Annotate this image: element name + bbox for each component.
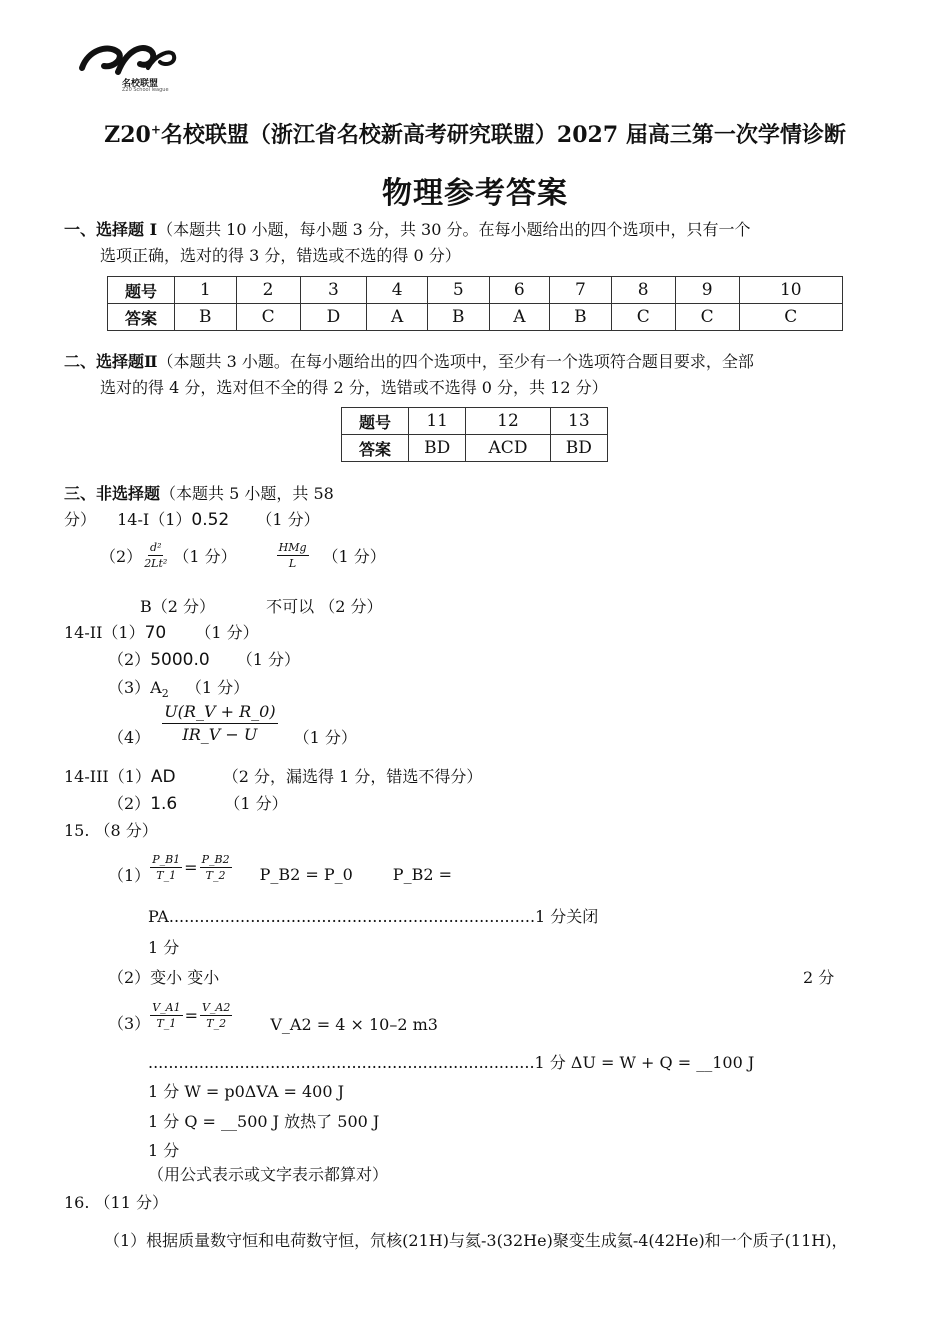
table-row xyxy=(342,435,608,462)
q14-2-part1 xyxy=(64,620,259,643)
section2-line1 xyxy=(64,349,754,375)
table-cell: C xyxy=(739,304,842,331)
section3-line1 xyxy=(64,481,334,507)
table-cell: 2 xyxy=(236,277,300,304)
q15-eq3: V_A2 = 4 × 10–2 m3 xyxy=(270,1015,438,1034)
fraction-numerator: P_B2 xyxy=(201,853,230,866)
q14-1-part2 xyxy=(100,540,386,571)
fraction-pb1-t1 xyxy=(150,852,182,883)
q14-2-score3: （1 分） xyxy=(185,678,250,697)
table-cell: BD xyxy=(409,435,466,462)
fraction-denominator: T_2 xyxy=(205,869,226,882)
title-sup: + xyxy=(150,122,161,137)
q15-eq1: P_B2 = P_0 xyxy=(259,865,353,884)
q14-3-score1: （2 分，漏选得 1 分，错选不得分） xyxy=(222,767,483,786)
q15-line-q: 1 分 Q = __500 J 放热了 500 J xyxy=(148,1112,380,1131)
table-cell: C xyxy=(611,304,675,331)
q14-1-score3: （1 分） xyxy=(322,547,386,566)
fraction-hmg-l xyxy=(277,540,309,571)
q14-2-answer1: 70 xyxy=(144,623,167,643)
q15-part2-score: 2 分 xyxy=(803,968,835,987)
table-cell: 7 xyxy=(550,277,612,304)
section2-answer-table xyxy=(341,407,608,462)
section2-desc2: 选对的得 4 分，选对但不全的得 2 分，选错或不选得 0 分，共 12 分） xyxy=(100,378,608,397)
fraction-va2-t2 xyxy=(200,1000,232,1031)
table-row xyxy=(342,408,608,435)
page-title xyxy=(0,118,950,149)
q14-3-answer1: AD xyxy=(150,767,176,787)
table-cell: A xyxy=(489,304,550,331)
fraction-denominator: IR_V − U xyxy=(182,725,258,744)
q14-2-part3-label: （3）A xyxy=(108,678,162,697)
table-cell: A xyxy=(367,304,428,331)
section3-line2 xyxy=(64,507,320,533)
q15-eq2: P_B2 = xyxy=(392,865,452,884)
section1-line1 xyxy=(64,217,750,243)
table-cell: D xyxy=(300,304,367,331)
q14-2-part4 xyxy=(108,699,357,748)
q14-1-label: 14-I（1） xyxy=(117,510,192,529)
table-label-answer: 答案 xyxy=(108,304,175,331)
section1-desc1: （本题共 10 小题，每小题 3 分，共 30 分。在每小题给出的四个选项中，只有一个 xyxy=(157,220,751,239)
table-cell: 3 xyxy=(300,277,367,304)
q14-1-part3 xyxy=(140,594,382,617)
q14-1-answer1: 0.52 xyxy=(191,510,230,530)
q14-3-part2-label: （2） xyxy=(108,794,151,813)
q15-line-w: 1 分 W = p0ΔVA = 400 J xyxy=(148,1082,344,1101)
q15-dots-line: ............................................................................1 分 ΔU = W + Q = __100 J xyxy=(148,1053,755,1072)
equals-sign: = xyxy=(184,858,198,877)
q14-3-label: 14-III（1） xyxy=(64,767,151,786)
q15-note: （用公式表示或文字表示都算对） xyxy=(148,1165,389,1184)
q14-2-part2-label: （2） xyxy=(108,650,151,669)
table-cell: C xyxy=(675,304,739,331)
table-label-question: 题号 xyxy=(342,408,409,435)
table-cell: B xyxy=(550,304,612,331)
fraction-denominator: T_2 xyxy=(206,1017,227,1030)
q15-part3 xyxy=(108,997,438,1034)
equals-sign: = xyxy=(184,1006,198,1025)
q15-part1 xyxy=(108,849,452,886)
q14-2-part4-label: （4） xyxy=(108,728,151,747)
q15-part1-label: （1） xyxy=(108,866,151,885)
q14-2-label: 14-II（1） xyxy=(64,623,145,642)
title-prefix: Z20 xyxy=(104,122,151,148)
fraction-numerator: V_A1 xyxy=(152,1001,181,1014)
q14-1-score2: （1 分） xyxy=(173,547,237,566)
q15-line-last: 1 分 xyxy=(148,1141,180,1160)
q14-2-score1: （1 分） xyxy=(195,623,259,642)
table-cell: 8 xyxy=(611,277,675,304)
fraction-denominator: L xyxy=(288,557,297,570)
q15-label: 15. （8 分） xyxy=(64,821,158,840)
table-row xyxy=(108,277,843,304)
q14-2-score2: （1 分） xyxy=(236,650,301,669)
q14-1-part3-answer2: 不可以 （2 分） xyxy=(266,597,383,616)
q14-2-answer2: 5000.0 xyxy=(150,650,210,670)
table-label-answer: 答案 xyxy=(342,435,409,462)
q15-part2: （2）变小 变小 xyxy=(108,968,220,987)
q14-3-part1 xyxy=(64,764,482,787)
table-cell: 9 xyxy=(675,277,739,304)
fraction-numerator: HMg xyxy=(278,541,307,554)
table-cell: 1 xyxy=(175,277,237,304)
section3-heading: 三、非选择题 xyxy=(64,484,161,503)
fraction-numerator: P_B1 xyxy=(152,853,181,866)
table-cell: 13 xyxy=(550,408,607,435)
table-cell: 12 xyxy=(466,408,550,435)
fraction-uvr xyxy=(162,701,277,746)
logo-caption: 名校联盟 xyxy=(122,79,159,89)
q14-2-part3 xyxy=(108,675,249,700)
logo xyxy=(78,38,178,94)
q14-1-part3-answer: B（2 分） xyxy=(140,597,216,616)
q15-line-pa: PA........................................................................1 分关闭 xyxy=(148,907,599,926)
table-cell: 10 xyxy=(739,277,842,304)
section3-desc-a: （本题共 5 小题，共 58 xyxy=(160,484,334,503)
table-cell: 6 xyxy=(489,277,550,304)
q14-2-part2 xyxy=(108,647,300,670)
fraction-numerator: V_A2 xyxy=(201,1001,231,1014)
q16-label: 16. （11 分） xyxy=(64,1193,168,1212)
table-cell: B xyxy=(427,304,489,331)
section1-heading: 一、选择题 Ⅰ xyxy=(64,220,158,239)
title-rest: 名校联盟（浙江省名校新高考研究联盟）2027 届高三第一次学情诊断 xyxy=(160,122,846,148)
fraction-va1-t1 xyxy=(150,1000,182,1031)
q14-2-part3-sub: 2 xyxy=(161,687,169,700)
q16-part1: （1）根据质量数守恒和电荷数守恒，氘核(21H)与氦-3(32He)聚变生成氦-4(42He)和一个质子(11H)， xyxy=(104,1231,848,1250)
fraction-numerator: U(R_V + R_0) xyxy=(162,701,277,724)
q15-line-1fen: 1 分 xyxy=(148,938,180,957)
table-cell: BD xyxy=(550,435,607,462)
table-row xyxy=(108,304,843,331)
table-cell: B xyxy=(175,304,237,331)
q14-2-score4: （1 分） xyxy=(293,728,357,747)
table-cell: 4 xyxy=(367,277,428,304)
section1-desc2: 选项正确，选对的得 3 分，错选或不选的得 0 分） xyxy=(100,246,461,265)
fraction-denominator: 2Lt² xyxy=(144,557,168,570)
q14-1-score1: （1 分） xyxy=(256,510,320,529)
table-cell: ACD xyxy=(466,435,550,462)
q14-3-part2 xyxy=(108,791,288,814)
fraction-denominator: T_1 xyxy=(156,869,177,882)
q14-3-score2: （1 分） xyxy=(224,794,288,813)
table-cell: C xyxy=(236,304,300,331)
section2-heading: 二、选择题Ⅱ xyxy=(64,352,158,371)
fraction-pb2-t2 xyxy=(200,852,232,883)
section2-desc1: （本题共 3 小题。在每小题给出的四个选项中，至少有一个选项符合题目要求，全部 xyxy=(157,352,754,371)
q14-1-part2-label: （2） xyxy=(100,547,143,566)
logo-sub-caption: Z20 School league xyxy=(122,87,169,93)
section3-desc-b: 分） xyxy=(64,510,97,529)
page-subtitle: 物理参考答案 xyxy=(382,176,568,211)
fraction-denominator: T_1 xyxy=(156,1017,177,1030)
fraction-d2-2lt2 xyxy=(142,540,169,571)
q15-part3-label: （3） xyxy=(108,1014,151,1033)
table-cell: 11 xyxy=(409,408,466,435)
q14-3-answer2: 1.6 xyxy=(150,794,178,814)
table-label-question: 题号 xyxy=(108,277,175,304)
table-cell: 5 xyxy=(427,277,489,304)
section1-answer-table xyxy=(107,276,843,331)
fraction-numerator: d² xyxy=(150,541,162,554)
